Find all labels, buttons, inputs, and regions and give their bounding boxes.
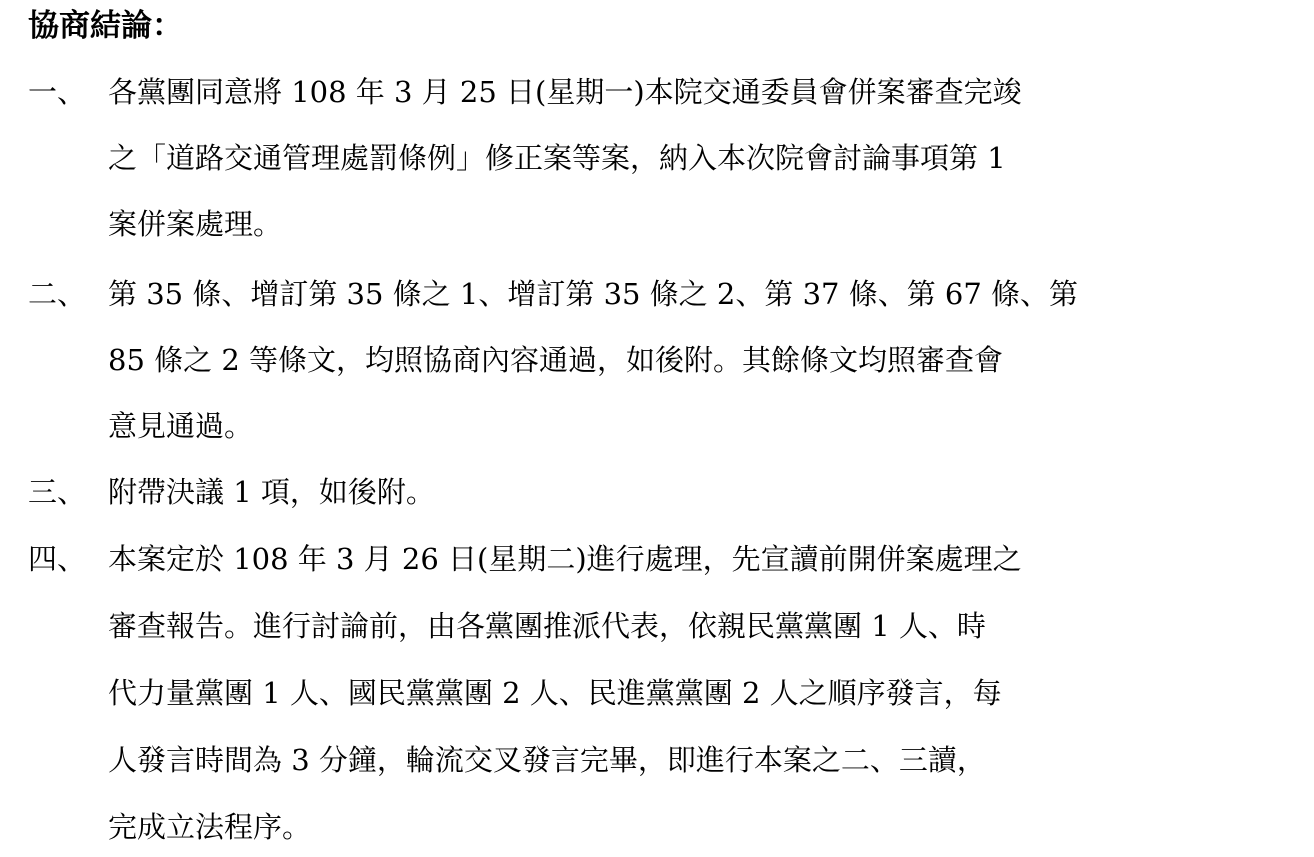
item-2-line-1: 第 35 條、增訂第 35 條之 1、增訂第 35 條之 2、第 37 條、第 67 條、第 bbox=[108, 277, 1079, 311]
section-heading: 協商結論： bbox=[28, 8, 183, 44]
item-1-line-3: 案併案處理。 bbox=[108, 207, 283, 241]
item-3-marker: 三、 bbox=[28, 475, 87, 509]
item-4-line-5: 完成立法程序。 bbox=[108, 810, 312, 844]
item-4-line-1: 本案定於 108 年 3 月 26 日(星期二)進行處理，先宣讀前開併案處理之 bbox=[108, 542, 1022, 576]
item-2-line-2: 85 條之 2 等條文，均照協商內容通過，如後附。其餘條文均照審查會 bbox=[108, 343, 1004, 377]
item-3-line-1: 附帶決議 1 項，如後附。 bbox=[108, 475, 435, 509]
item-2-line-3: 意見通過。 bbox=[108, 409, 254, 443]
item-4-line-4: 人發言時間為 3 分鐘，輪流交叉發言完畢，即進行本案之二、三讀， bbox=[108, 743, 986, 777]
item-4-line-3: 代力量黨團 1 人、國民黨黨團 2 人、民進黨黨團 2 人之順序發言，每 bbox=[108, 676, 1002, 710]
item-4-marker: 四、 bbox=[28, 542, 87, 576]
item-1-line-2: 之「道路交通管理處罰條例」修正案等案，納入本次院會討論事項第 1 bbox=[108, 141, 1006, 175]
item-1-marker: 一、 bbox=[28, 75, 87, 109]
item-1-line-1: 各黨團同意將 108 年 3 月 25 日(星期一)本院交通委員會併案審查完竣 bbox=[108, 75, 1022, 109]
item-2-marker: 二、 bbox=[28, 277, 87, 311]
item-4-line-2: 審查報告。進行討論前，由各黨團推派代表，依親民黨黨團 1 人、時 bbox=[108, 609, 986, 643]
